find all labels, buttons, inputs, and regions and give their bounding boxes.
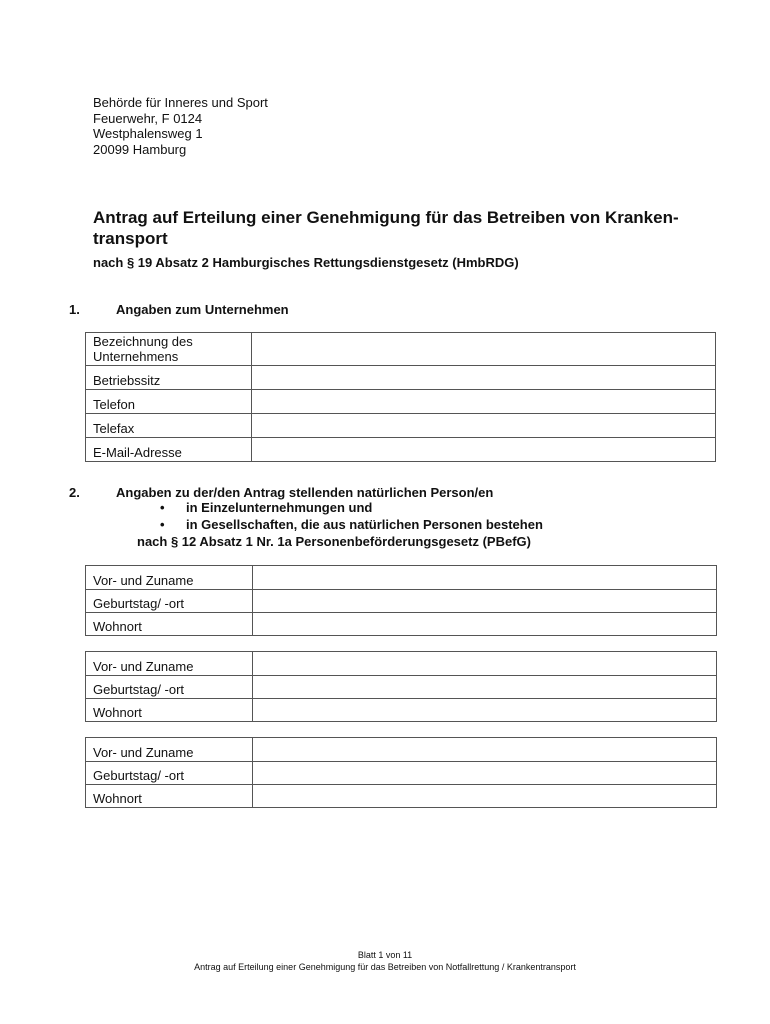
person-residence-field[interactable]: [252, 613, 716, 636]
person-residence-field[interactable]: [252, 785, 716, 808]
section-1-heading: Angaben zum Unternehmen: [116, 302, 289, 317]
person-residence-label: Wohnort: [86, 785, 253, 808]
section-2-heading: Angaben zu der/den Antrag stellenden natürlichen Person/en: [116, 485, 494, 500]
authority-address: [93, 95, 268, 157]
person-table-3: [85, 737, 717, 808]
fax-field[interactable]: [252, 414, 716, 438]
document-title: Antrag auf Erteilung einer Genehmigung für das Betreiben von Kranken-transport: [93, 208, 679, 248]
table-row: [86, 738, 717, 762]
list-item: [160, 517, 543, 534]
table-row: [86, 333, 716, 366]
table-row: [86, 613, 717, 636]
person-name-label: Vor- und Zuname: [86, 738, 253, 762]
headquarters-label: Betriebssitz: [86, 366, 252, 390]
company-name-label: Bezeichnung des Unternehmens: [86, 333, 252, 366]
address-line: Feuerwehr, F 0124: [93, 110, 203, 126]
list-item: [160, 500, 543, 517]
email-field[interactable]: [252, 438, 716, 462]
section-1-number: 1.: [69, 302, 80, 317]
person-name-field[interactable]: [252, 738, 716, 762]
table-row: [86, 566, 717, 590]
page-number: Blatt 1 von 11: [357, 950, 413, 960]
person-table-2: [85, 651, 717, 722]
footer-text: Antrag auf Erteilung einer Genehmigung für das Betreiben von Notfallrettung / Krankentransport: [194, 962, 576, 972]
address-line: Behörde für Inneres und Sport: [93, 95, 268, 110]
person-residence-label: Wohnort: [86, 699, 253, 722]
table-row: [86, 390, 716, 414]
person-birth-label: Geburtstag/ -ort: [86, 762, 253, 785]
company-table: [85, 332, 716, 462]
bullet-text: in Einzelunternehmungen und: [186, 500, 373, 515]
person-name-field[interactable]: [252, 566, 716, 590]
person-name-field[interactable]: [252, 652, 716, 676]
bullet-icon: •: [160, 516, 165, 532]
table-row: [86, 785, 717, 808]
table-row: [86, 699, 717, 722]
legal-reference: nach § 12 Absatz 1 Nr. 1a Personenbeförderungsgesetz (PBefG): [137, 534, 531, 549]
person-residence-field[interactable]: [252, 699, 716, 722]
table-row: [86, 366, 716, 390]
table-row: [86, 590, 717, 613]
address-line: 20099 Hamburg: [93, 141, 187, 157]
email-label: E-Mail-Adresse: [86, 438, 252, 462]
bullet-text: in Gesellschaften, die aus natürlichen Personen bestehen: [186, 516, 543, 532]
person-name-label: Vor- und Zuname: [86, 652, 253, 676]
address-line: Westphalensweg 1: [93, 126, 203, 142]
bullet-icon: •: [160, 500, 165, 515]
person-birth-field[interactable]: [252, 762, 716, 785]
person-birth-field[interactable]: [252, 676, 716, 699]
phone-field[interactable]: [252, 390, 716, 414]
section-2-number: 2.: [69, 485, 80, 500]
table-row: [86, 762, 717, 785]
person-name-label: Vor- und Zuname: [86, 566, 253, 590]
phone-label: Telefon: [86, 390, 252, 414]
person-table-1: [85, 565, 717, 636]
person-birth-field[interactable]: [252, 590, 716, 613]
document-subtitle: nach § 19 Absatz 2 Hamburgisches Rettungsdienstgesetz (HmbRDG): [93, 255, 519, 270]
headquarters-field[interactable]: [252, 366, 716, 390]
table-row: [86, 438, 716, 462]
person-residence-label: Wohnort: [86, 613, 253, 636]
bullet-list: [160, 500, 543, 533]
table-row: [86, 652, 717, 676]
person-birth-label: Geburtstag/ -ort: [86, 590, 253, 613]
table-row: [86, 414, 716, 438]
table-row: [86, 676, 717, 699]
company-name-field[interactable]: [252, 333, 716, 366]
fax-label: Telefax: [86, 414, 252, 438]
person-birth-label: Geburtstag/ -ort: [86, 676, 253, 699]
